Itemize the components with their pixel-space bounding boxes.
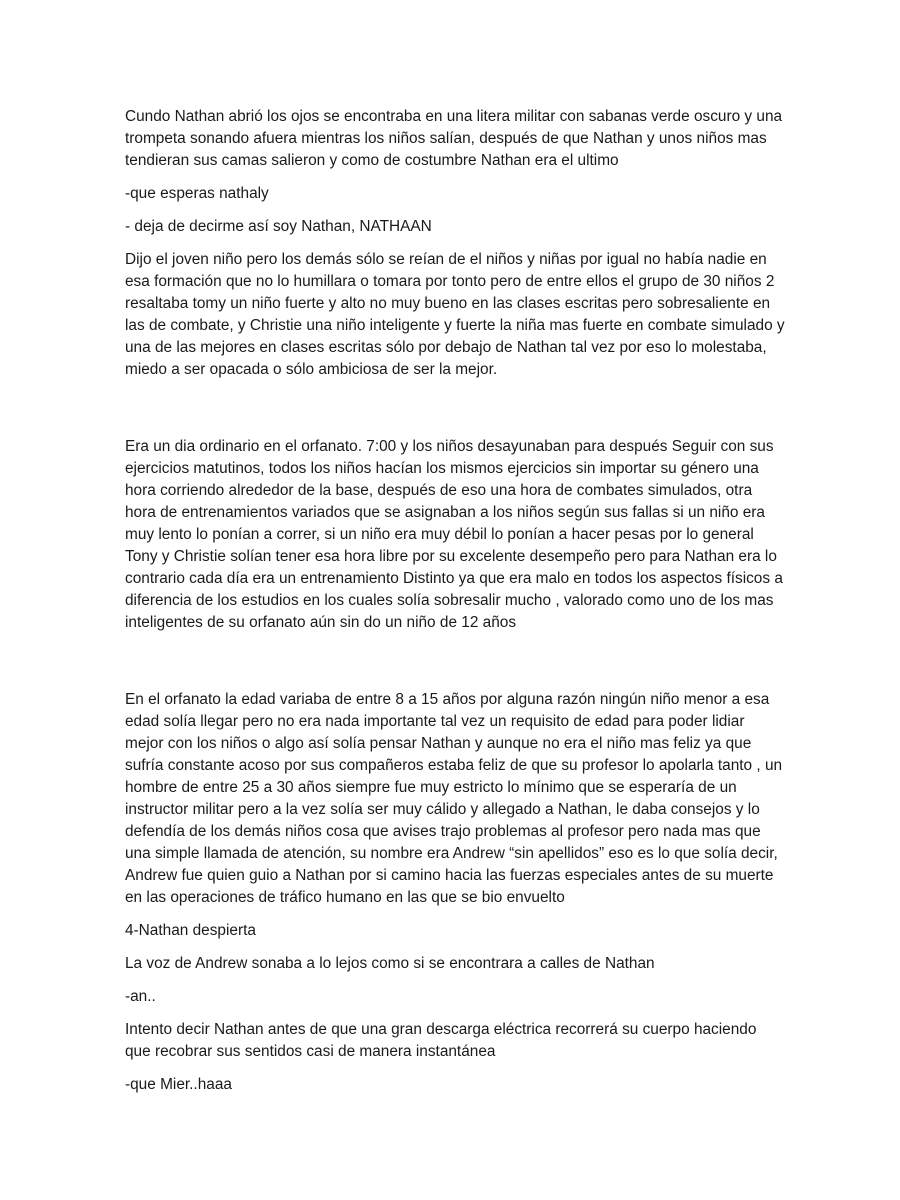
document-body (125, 106, 785, 1107)
paragraph-ordinary-day: Era un dia ordinario en el orfanato. 7:00 y los niños desayunaban para después Seguir con sus ejercicios matutinos, todos los niños hacían los mismos ejercicios sin importar su género una hora corriendo alrededor de la base, después de eso una hora de combates simulados, otra hora de entrenamientos variados que se asignaban a los niños según sus fallas si un niño era muy lento lo ponían a correr, si un niño era muy débil lo ponían a hacer pesas por lo general Tony y Christie solían tener esa hora libre por su excelente desempeño pero para Nathan era lo contrario cada día era un entrenamiento Distinto ya que era malo en todos los aspectos físicos a diferencia de los estudios en los cuales solía sobresalir mucho , valorado como uno de los mas inteligentes de su orfanato aún sin do un niño de 12 años (125, 438, 783, 631)
paragraph-classmates: Dijo el joven niño pero los demás sólo se reían de el niños y niñas por igual no había nadie en esa formación que no lo humillara o tomara por tonto pero de entre ellos el grupo de 30 niños 2 resaltaba tomy un niño fuerte y alto no muy bueno en las clases escritas pero sobresaliente en las de combate, y Christie una niño inteligente y fuerte la niña mas fuerte en combate simulado y una de las mejores en clases escritas sólo por debajo de Nathan tal vez por eso lo molestaba, miedo a ser opacada o sólo ambiciosa de ser la mejor. (125, 251, 785, 378)
chapter-heading: 4-Nathan despierta (125, 922, 256, 939)
paragraph-andrew-voice: La voz de Andrew sonaba a lo lejos como si se encontrara a calles de Nathan (125, 955, 655, 972)
paragraph-orphanage: En el orfanato la edad variaba de entre 8 a 15 años por alguna razón ningún niño menor a esa edad solía llegar pero no era nada importante tal vez un requisito de edad para poder lidiar mejor con los niños o algo así solía pensar Nathan y aunque no era el niño mas feliz ya que sufría constante acoso por sus compañeros estaba feliz de que su profesor lo apolarla tanto , un hombre de entre 25 a 30 años siempre fue muy estricto lo mínimo que se esperaría de un instructor militar pero a la vez solía ser muy cálido y allegado a Nathan, le daba consejos y lo defendía de los demás niños cosa que avises trajo problemas al profesor pero nada mas que una simple llamada de atención, su nombre era Andrew “sin apellidos” eso es lo que solía decir, Andrew fue quien guio a Nathan por si camino hacia las fuerzas especiales antes de su muerte en las operaciones de tráfico humano en las que se bio envuelto (125, 691, 783, 906)
dialogue-line: -an.. (125, 988, 156, 1005)
dialogue-line: -que Mier..haaa (125, 1076, 232, 1093)
dialogue-line: -que esperas nathaly (125, 185, 269, 202)
dialogue-line: - deja de decirme así soy Nathan, NATHAAN (125, 218, 432, 235)
paragraph-intro: Cundo Nathan abrió los ojos se encontraba en una litera militar con sabanas verde oscuro y una trompeta sonando afuera mientras los niños salían, después de que Nathan y unos niños mas tendieran sus camas salieron y como de costumbre Nathan era el ultimo (125, 108, 783, 169)
paragraph-shock: Intento decir Nathan antes de que una gran descarga eléctrica recorrerá su cuerpo haciendo que recobrar sus sentidos casi de manera instantánea (125, 1021, 757, 1060)
